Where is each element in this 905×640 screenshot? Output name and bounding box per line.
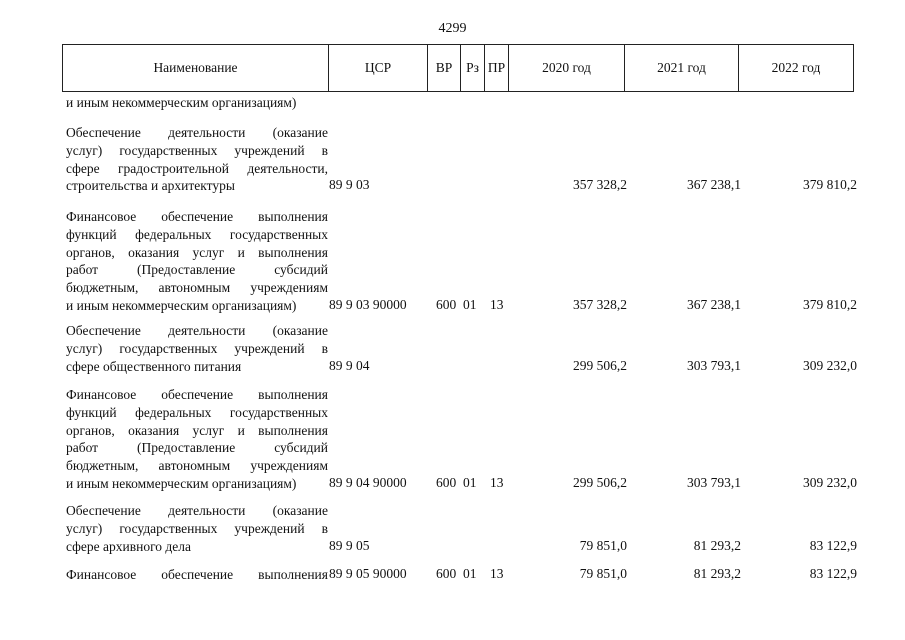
row-value-2020: 299 506,2 [573,357,627,373]
row-rz: 01 [463,475,477,490]
row-value-2022: 379 810,2 [803,297,857,312]
row-name-line: услуг) государственных учреждений в [66,520,328,536]
row-value-2020: 299 506,2 [573,475,627,490]
row-name [66,124,328,195]
row-value-2022: 309 232,0 [803,357,857,373]
row-value-2020: 357 328,2 [573,177,627,193]
row-pr: 13 [490,297,504,312]
row-name-line: услуг) государственных учреждений в [66,142,328,158]
header-name: Наименование [63,45,329,91]
row-value-2022: 83 122,9 [809,566,857,581]
header-2020: 2020 год [509,45,625,91]
header-pr: ПР [485,45,509,91]
row-name [66,94,328,112]
row-name-line: и иным некоммерческим организациям) [66,95,297,110]
row-name-line: Финансовое обеспечение выполнения [66,387,328,402]
row-name-line: бюджетным, автономным учреждениям [66,280,328,296]
row-value-2020: 357 328,2 [573,297,627,312]
row-name-line: Финансовое обеспечение выполнения [66,209,328,224]
row-value-2021: 303 793,1 [687,475,741,490]
row-name-line: Обеспечение деятельности (оказание [66,503,328,518]
row-name-line: функций федеральных государственных [66,226,328,242]
row-rz: 01 [463,566,477,581]
row-name-line: работ (Предоставление субсидий [66,262,328,278]
row-vr: 600 [436,566,457,581]
row-name [66,566,328,584]
header-rz: Рз [461,45,485,91]
row-name-line: сфере архивного дела [66,538,191,554]
table-header [62,44,854,92]
row-name-line: сфере градостроительной деятельности, [66,160,328,176]
row-value-2021: 81 293,2 [693,566,741,581]
row-value-2022: 379 810,2 [803,177,857,193]
row-value-2021: 367 238,1 [687,297,741,312]
row-value-2022: 83 122,9 [809,537,857,553]
row-name-line: работ (Предоставление субсидий [66,440,328,456]
row-value-2021: 367 238,1 [687,177,741,193]
row-name-line: и иным некоммерческим организациям) [66,297,297,313]
row-csr: 89 9 03 90000 [329,297,407,312]
row-name-line: Обеспечение деятельности (оказание [66,323,328,338]
row-name-line: бюджетным, автономным учреждениям [66,458,328,474]
row-name [66,502,328,555]
row-name-line: органов, оказания услуг и выполнения [66,422,328,438]
row-csr: 89 9 05 90000 [329,566,407,581]
row-value-2020: 79 851,0 [579,566,627,581]
row-value-2020: 79 851,0 [579,537,627,553]
row-vr: 600 [436,297,457,312]
row-name [66,386,328,493]
row-csr: 89 9 04 [329,357,370,373]
row-name-line: Финансовое обеспечение выполнения [66,567,328,582]
page-number: 4299 [438,21,467,36]
header-csr: ЦСР [329,45,428,91]
row-name-line: функций федеральных государственных [66,404,328,420]
header-vr: ВР [428,45,461,91]
row-name-line: сфере общественного питания [66,358,242,374]
row-csr: 89 9 03 [329,177,370,193]
row-name-line: органов, оказания услуг и выполнения [66,244,328,260]
row-name-line: строительства и архитектуры [66,178,235,194]
row-rz: 01 [463,297,477,312]
row-pr: 13 [490,475,504,490]
row-pr: 13 [490,566,504,581]
row-name [66,322,328,375]
row-name-line: услуг) государственных учреждений в [66,340,328,356]
row-vr: 600 [436,475,457,490]
header-2022: 2022 год [771,60,821,75]
header-2021: 2021 год [625,45,739,91]
row-value-2022: 309 232,0 [803,475,857,490]
row-value-2021: 81 293,2 [693,537,741,553]
row-csr: 89 9 04 90000 [329,475,407,490]
row-csr: 89 9 05 [329,537,370,553]
row-name-line: и иным некоммерческим организациям) [66,475,297,491]
row-name-line: Обеспечение деятельности (оказание [66,125,328,140]
row-value-2021: 303 793,1 [687,357,741,373]
row-name [66,208,328,315]
